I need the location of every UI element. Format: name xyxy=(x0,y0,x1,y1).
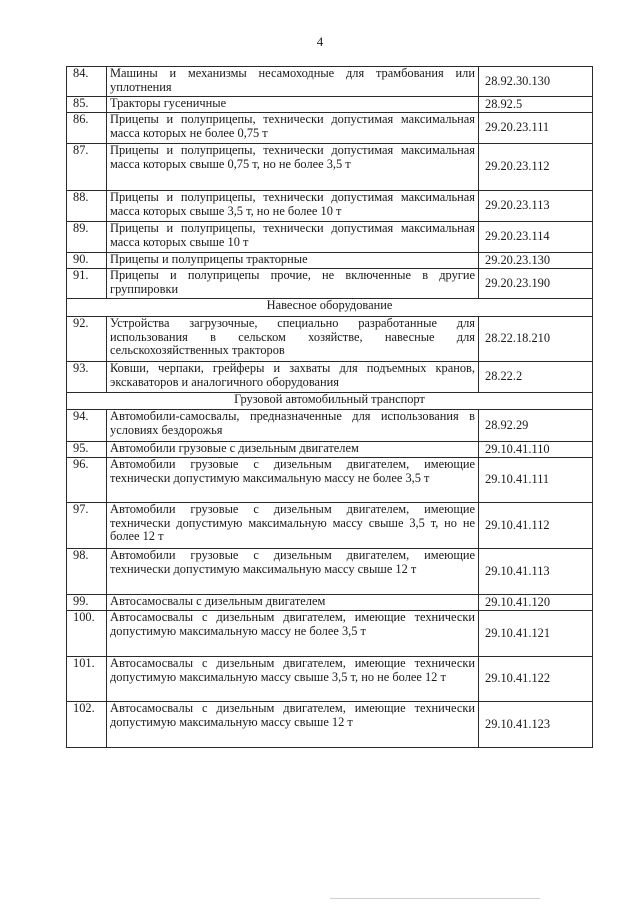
table-row xyxy=(67,442,593,458)
item-number: 96. xyxy=(67,458,107,503)
okpd2-code: 29.10.41.123 xyxy=(479,702,593,748)
page-number: 4 xyxy=(316,34,324,49)
item-number: 94. xyxy=(67,410,107,442)
item-name: Автосамосвалы с дизельным двигателем, имеющие технически допустимую максимальную массу свыше 3,5 т, но не более 12 т xyxy=(107,657,479,702)
okpd2-code: 29.20.23.190 xyxy=(479,269,593,299)
table-row xyxy=(67,191,593,222)
item-number: 93. xyxy=(67,362,107,393)
table-row xyxy=(67,702,593,748)
item-name: Тракторы гусеничные xyxy=(107,97,479,113)
item-number: 100. xyxy=(67,611,107,657)
products-table xyxy=(66,66,593,748)
okpd2-code: 28.22.2 xyxy=(479,362,593,393)
item-number: 89. xyxy=(67,222,107,253)
okpd2-code: 29.10.41.122 xyxy=(479,657,593,702)
item-name: Автомобили грузовые с дизельным двигателем, имеющие технически допустимую максимальную массу свыше 12 т xyxy=(107,549,479,595)
item-name: Ковши, черпаки, грейферы и захваты для подъемных кранов, экскаваторов и аналогичного оборудования xyxy=(107,362,479,393)
item-number: 88. xyxy=(67,191,107,222)
okpd2-code: 29.20.23.113 xyxy=(479,191,593,222)
table-row xyxy=(67,222,593,253)
okpd2-code: 28.92.30.130 xyxy=(479,67,593,97)
okpd2-code: 29.10.41.120 xyxy=(479,595,593,611)
section-row xyxy=(67,299,593,317)
item-name: Прицепы и полуприцепы, технически допустимая максимальная масса которых не более 0,75 т xyxy=(107,113,479,144)
footer-line xyxy=(330,898,540,899)
item-name: Устройства загрузочные, специально разработанные для использования в сельском хозяйстве, навесные для сельскохозяйственных тракторов xyxy=(107,317,479,362)
item-name: Прицепы и полуприцепы, технически допустимая максимальная масса которых свыше 0,75 т, но не более 3,5 т xyxy=(107,144,479,191)
item-number: 85. xyxy=(67,97,107,113)
table-body xyxy=(67,67,593,748)
item-number: 99. xyxy=(67,595,107,611)
table-row xyxy=(67,410,593,442)
table-row xyxy=(67,611,593,657)
okpd2-code: 29.20.23.130 xyxy=(479,253,593,269)
okpd2-code: 29.20.23.112 xyxy=(479,144,593,191)
okpd2-code: 28.92.5 xyxy=(479,97,593,113)
table-row xyxy=(67,269,593,299)
item-number: 98. xyxy=(67,549,107,595)
okpd2-code: 28.22.18.210 xyxy=(479,317,593,362)
item-number: 87. xyxy=(67,144,107,191)
table-row xyxy=(67,657,593,702)
section-row xyxy=(67,393,593,410)
okpd2-code: 28.92.29 xyxy=(479,410,593,442)
item-name: Автосамосвалы с дизельным двигателем, имеющие технически допустимую максимальную массу не более 3,5 т xyxy=(107,611,479,657)
table-row xyxy=(67,503,593,549)
item-number: 86. xyxy=(67,113,107,144)
item-number: 97. xyxy=(67,503,107,549)
table-row xyxy=(67,97,593,113)
okpd2-code: 29.10.41.121 xyxy=(479,611,593,657)
item-name: Машины и механизмы несамоходные для трамбования или уплотнения xyxy=(107,67,479,97)
item-name: Прицепы и полуприцепы тракторные xyxy=(107,253,479,269)
okpd2-code: 29.10.41.111 xyxy=(479,458,593,503)
section-title: Навесное оборудование xyxy=(67,299,593,317)
item-number: 90. xyxy=(67,253,107,269)
item-number: 95. xyxy=(67,442,107,458)
okpd2-code: 29.10.41.110 xyxy=(479,442,593,458)
okpd2-code: 29.20.23.111 xyxy=(479,113,593,144)
item-number: 102. xyxy=(67,702,107,748)
item-number: 101. xyxy=(67,657,107,702)
section-title: Грузовой автомобильный транспорт xyxy=(67,393,593,410)
item-name: Прицепы и полуприцепы прочие, не включенные в другие группировки xyxy=(107,269,479,299)
table-row xyxy=(67,317,593,362)
okpd2-code: 29.20.23.114 xyxy=(479,222,593,253)
okpd2-code: 29.10.41.113 xyxy=(479,549,593,595)
item-name: Автомобили грузовые с дизельным двигателем xyxy=(107,442,479,458)
table-row xyxy=(67,113,593,144)
item-number: 84. xyxy=(67,67,107,97)
okpd2-code: 29.10.41.112 xyxy=(479,503,593,549)
table-row xyxy=(67,595,593,611)
table-row xyxy=(67,253,593,269)
table-row xyxy=(67,458,593,503)
table-row xyxy=(67,549,593,595)
item-number: 91. xyxy=(67,269,107,299)
table-row xyxy=(67,67,593,97)
item-name: Автосамосвалы с дизельным двигателем xyxy=(107,595,479,611)
item-number: 92. xyxy=(67,317,107,362)
item-name: Прицепы и полуприцепы, технически допустимая максимальная масса которых свыше 10 т xyxy=(107,222,479,253)
item-name: Автомобили-самосвалы, предназначенные для использования в условиях бездорожья xyxy=(107,410,479,442)
item-name: Прицепы и полуприцепы, технически допустимая максимальная масса которых свыше 3,5 т, но не более 10 т xyxy=(107,191,479,222)
item-name: Автосамосвалы с дизельным двигателем, имеющие технически допустимую максимальную массу свыше 12 т xyxy=(107,702,479,748)
table-row xyxy=(67,362,593,393)
item-name: Автомобили грузовые с дизельным двигателем, имеющие технически допустимую максимальную массу свыше 3,5 т, но не более 12 т xyxy=(107,503,479,549)
table-row xyxy=(67,144,593,191)
item-name: Автомобили грузовые с дизельным двигателем, имеющие технически допустимую максимальную массу не более 3,5 т xyxy=(107,458,479,503)
